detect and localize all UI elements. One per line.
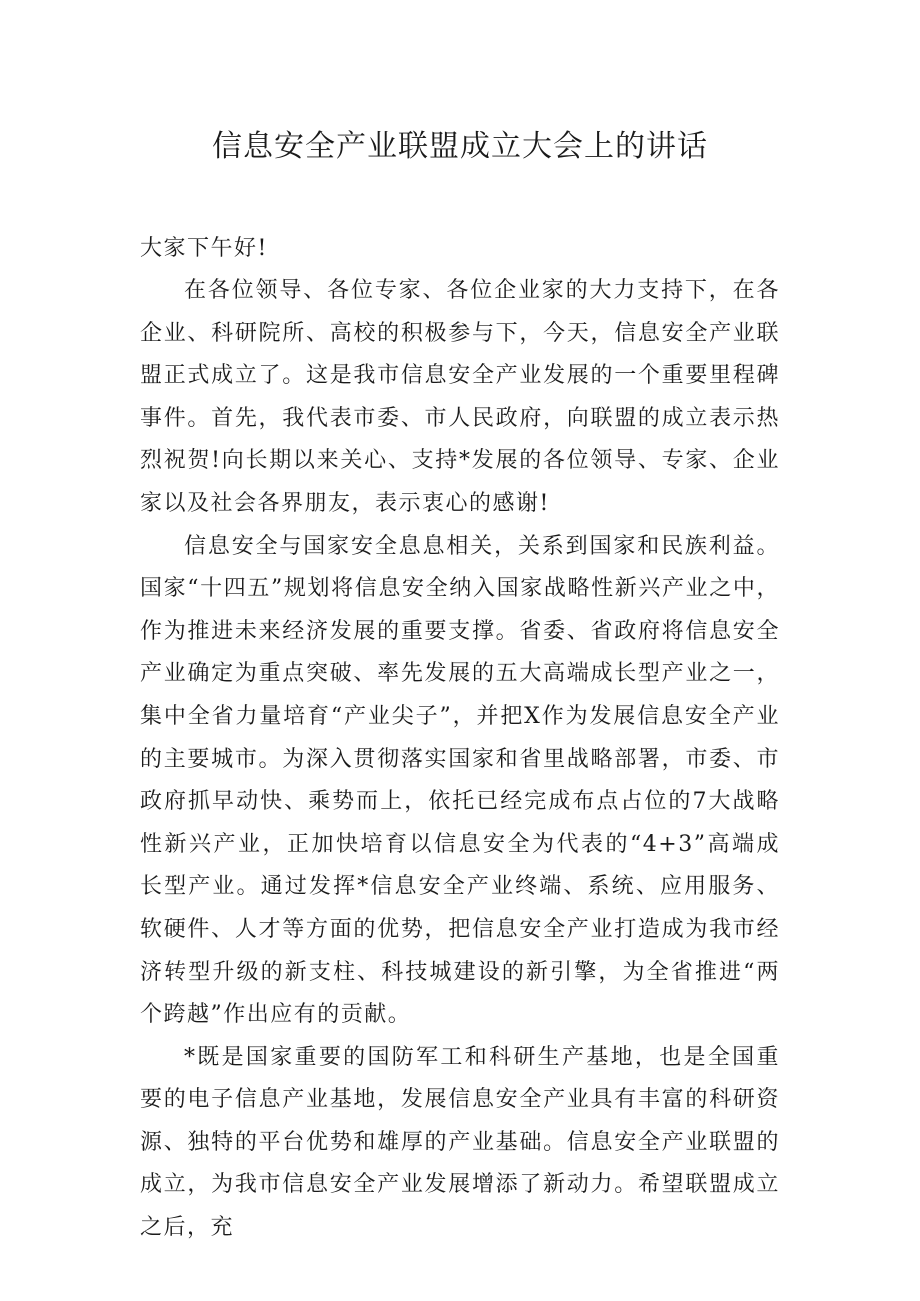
paragraph-2: 信息安全与国家安全息息相关，关系到国家和民族利益。国家“十四五”规划将信息安全纳入国家战略性新兴产业之中，作为推进未来经济发展的重要支撑。省委、省政府将信息安全产业确定为重点突破、率先发展的五大高端成长型产业之一，集中全省力量培育“产业尖子”，并把X作为发展信息安全产业的主要城市。为深入贯彻落实国家和省里战略部署，市委、市政府抓早动快、乘势而上，依托已经完成布点占位的7大战略性新兴产业，正加快培育以信息安全为代表的“4+3”高端成长型产业。通过发挥*信息安全产业终端、系统、应用服务、软硬件、人才等方面的优势，把信息安全产业打造成为我市经济转型升级的新支柱、科技城建设的新引擎，为全省推进“两个跨越”作出应有的贡献。 — [140, 533, 780, 1028]
document-title: 信息安全产业联盟成立大会上的讲话 — [212, 129, 708, 164]
paragraph-3: *既是国家重要的国防军工和科研生产基地，也是全国重要的电子信息产业基地，发展信息安全产业具有丰富的科研资源、独特的平台优势和雄厚的产业基础。信息安全产业联盟的成立，为我市信息安全产业发展增添了新动力。希望联盟成立之后，充 — [140, 1044, 780, 1241]
paragraph-1: 在各位领导、各位专家、各位企业家的大力支持下，在各企业、科研院所、高校的积极参与下，今天，信息安全产业联盟正式成立了。这是我市信息安全产业发展的一个重要里程碑事件。首先，我代表市委、市人民政府，向联盟的成立表示热烈祝贺!向长期以来关心、支持*发展的各位领导、专家、企业家以及社会各界朋友，表示衷心的感谢! — [140, 278, 780, 516]
document-body — [140, 228, 780, 1250]
greeting-line: 大家下午好! — [140, 236, 268, 261]
